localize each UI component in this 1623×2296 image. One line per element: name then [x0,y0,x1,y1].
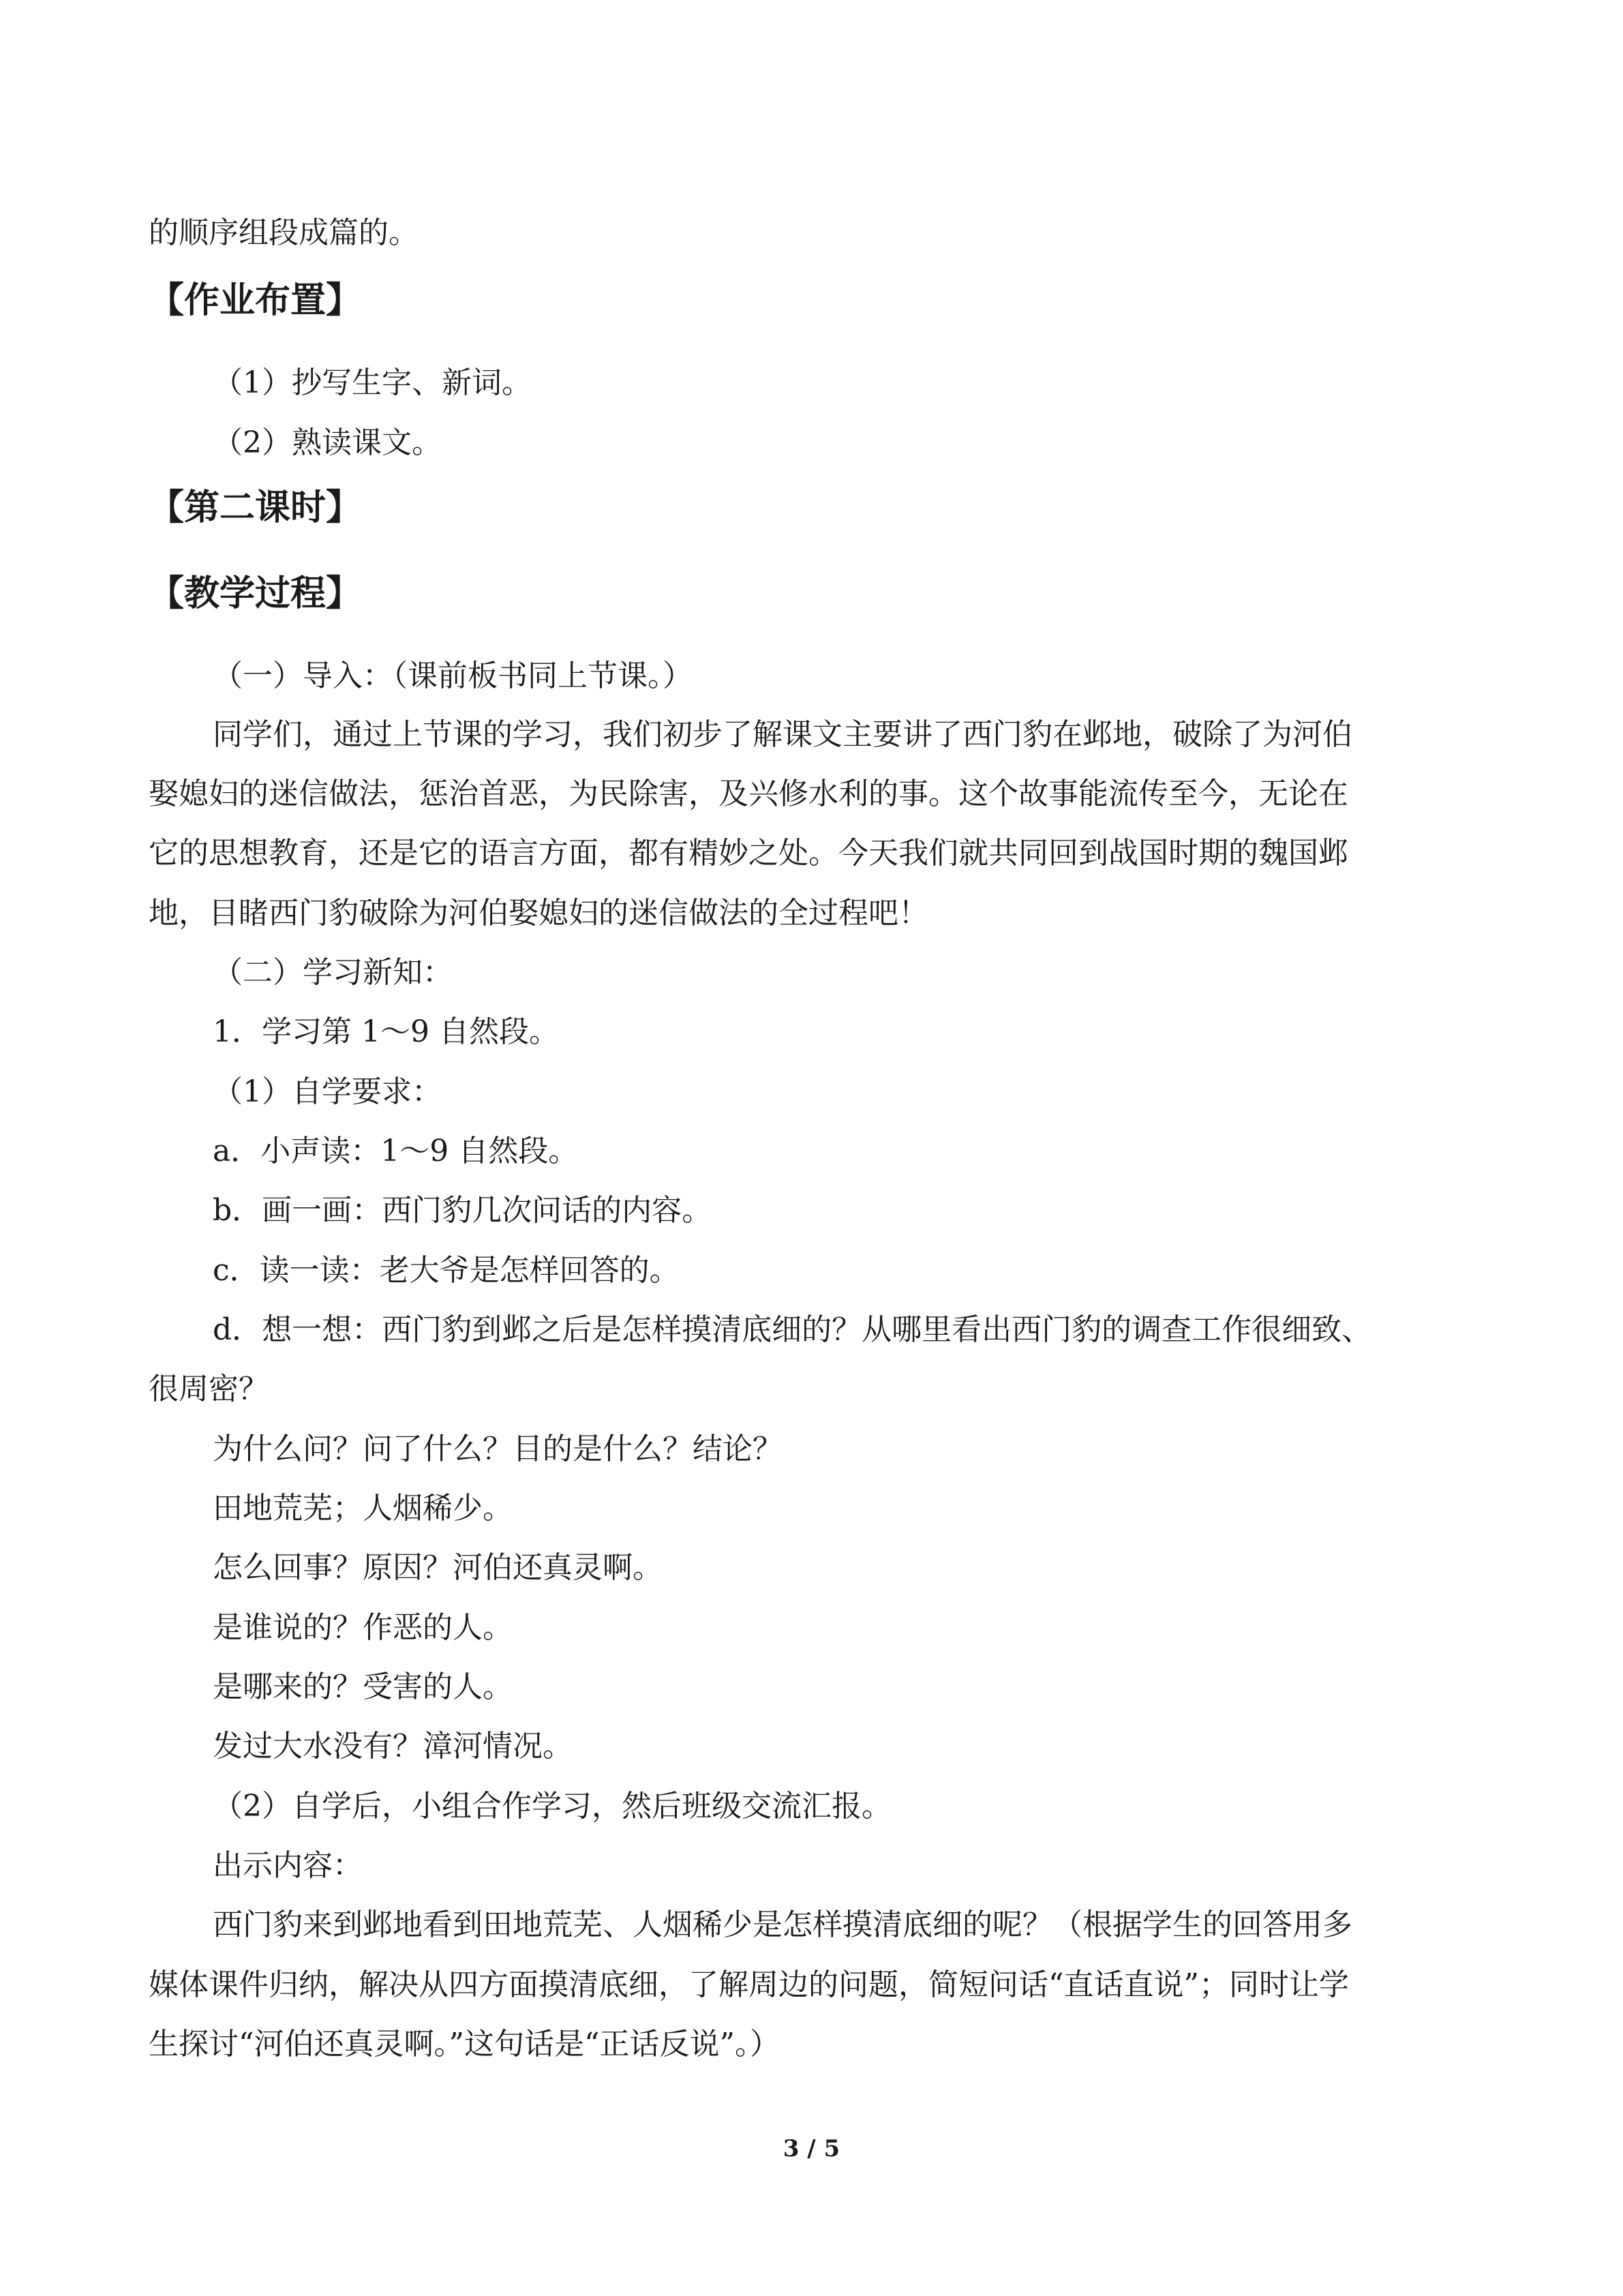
intro-paragraph-line: 它的思想教育，还是它的语言方面，都有精妙之处。今天我们就共同回到战国时期的魏国邺 [149,836,1348,871]
closing-paragraph-line: 媒体课件归纳，解决从四方面摸清底细，了解周边的问题，简短问话“直话直说”；同时让学 [149,1967,1349,2002]
intro-paragraph-line: 娶媳妇的迷信做法，惩治首恶，为民除害，及兴修水利的事。这个故事能流传至今，无论在 [149,776,1348,811]
homework-item-1: （1）抄写生字、新词。 [213,365,532,400]
question-line: 是哪来的？受害的人。 [213,1670,513,1704]
paragraph-continuation: 的顺序组段成篇的。 [149,215,419,250]
requirement-c: c．读一读：老大爷是怎样回答的。 [213,1253,680,1288]
question-line: 田地荒芜；人烟稀少。 [213,1491,513,1526]
page-number: 3 / 5 [783,2135,840,2162]
intro-paragraph-line: 地，目睹西门豹破除为河伯娶媳妇的迷信做法的全过程吧！ [149,896,928,931]
question-line: 是谁说的？作恶的人。 [213,1610,513,1645]
requirement-b: b．画一画：西门豹几次问话的内容。 [213,1193,712,1228]
requirement-d-continued: 很周密？ [149,1372,269,1406]
step-1: 1．学习第 1～9 自然段。 [213,1014,559,1049]
requirement-a: a．小声读：1～9 自然段。 [213,1134,579,1168]
intro-paragraph-line: 同学们，通过上节课的学习，我们初步了解课文主要讲了西门豹在邺地，破除了为河伯 [213,717,1352,752]
requirement-d: d．想一想：西门豹到邺之后是怎样摸清底细的？从哪里看出西门豹的调查工作很细致、 [213,1312,1372,1347]
show-content-label: 出示内容： [213,1848,363,1883]
self-study-requirements: （1）自学要求： [213,1074,442,1109]
question-line: 为什么问？问了什么？目的是什么？结论？ [213,1432,783,1466]
closing-paragraph-line: 西门豹来到邺地看到田地荒芜、人烟稀少是怎样摸清底细的呢？（根据学生的回答用多 [213,1907,1352,1942]
heading-homework: 【作业布置】 [149,280,362,321]
section-new-knowledge-title: （二）学习新知： [213,955,453,990]
question-line: 发过大水没有？漳河情况。 [213,1729,573,1764]
heading-teaching-process: 【教学过程】 [149,573,362,614]
section-intro-title: （一）导入：（课前板书同上节课。） [213,659,693,693]
step-2: （2）自学后，小组合作学习，然后班级交流汇报。 [213,1789,892,1824]
heading-second-lesson: 【第二课时】 [149,487,362,528]
closing-paragraph-line: 生探讨“河伯还真灵啊。”这句话是“正话反说”。） [149,2027,780,2061]
homework-item-2: （2）熟读课文。 [213,425,442,460]
question-line: 怎么回事？原因？河伯还真灵啊。 [213,1550,663,1585]
